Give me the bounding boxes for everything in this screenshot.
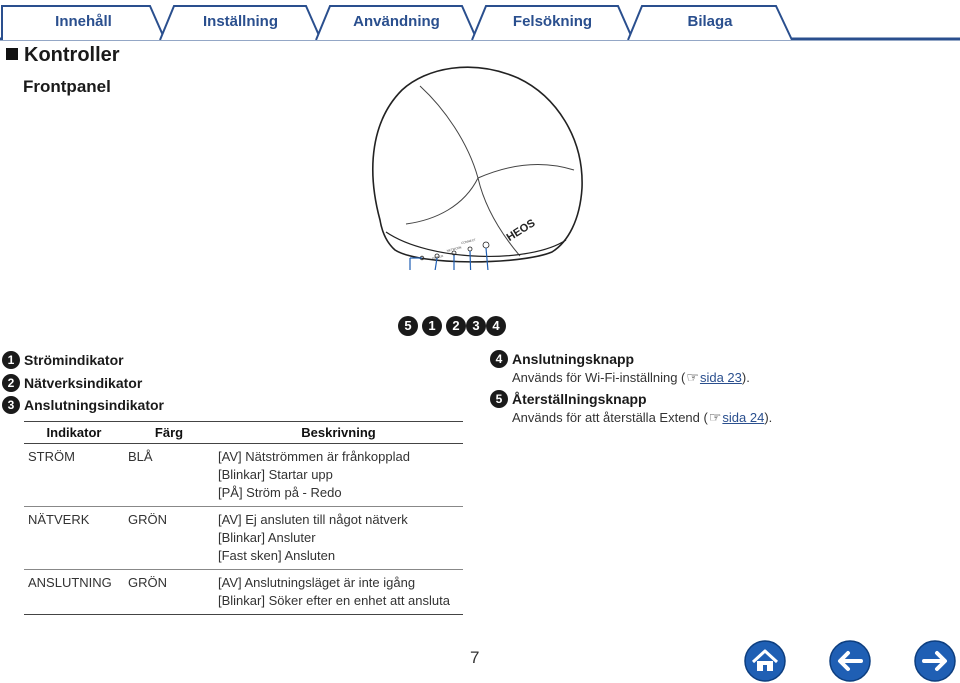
callout-5: 5 [398,316,418,336]
table-row [24,507,463,570]
bullet-square-icon [6,48,18,60]
desc-line: [AV] Nätströmmen är frånkopplad [218,449,410,464]
cell-indicator: NÄTVERK [24,507,124,570]
button-item-desc [490,369,940,389]
page-link[interactable]: sida 23 [699,370,742,385]
indicator-item [2,349,164,372]
cell-description [214,507,463,570]
item-number: 3 [2,396,20,414]
callout-4: 4 [486,316,506,336]
page-link[interactable]: sida 24 [722,410,765,425]
button-title: Anslutningsknapp [512,351,635,367]
header-beskrivning: Beskrivning [214,422,463,444]
tab-bilaga[interactable]: Bilaga [687,13,733,30]
cell-indicator: STRÖM [24,444,124,507]
callout-2: 2 [446,316,466,336]
tab-innehall[interactable]: Innehåll [55,13,112,30]
back-button[interactable] [829,640,871,682]
desc-line: [PÅ] Ström på - Redo [218,485,342,500]
cell-indicator: ANSLUTNING [24,570,124,615]
indicator-item [2,372,164,395]
cell-color: GRÖN [124,570,214,615]
button-item-title [490,349,940,369]
item-number: 1 [2,351,20,369]
forward-button[interactable] [914,640,956,682]
heos-logo: HEOS [504,217,538,244]
pointing-hand-icon: ☞ [686,369,699,385]
indicator-label: Strömindikator [24,352,124,369]
top-tab-bar [0,0,960,44]
desc-line: [AV] Anslutningsläget är inte igång [218,575,416,590]
cell-description [214,444,463,507]
indicator-label: Nätverksindikator [24,374,143,391]
tab-felsokning[interactable]: Felsökning [512,13,593,30]
device-illustration [360,60,600,275]
header-farg: Färg [124,422,214,444]
section-title [6,44,120,67]
cell-description [214,570,463,615]
network-led-label: NETWORK [446,245,463,253]
desc-line: [Fast sken] Ansluten [218,548,336,563]
section-title-text: Kontroller [24,44,120,66]
page-subtitle: Frontpanel [23,77,111,96]
cell-color: BLÅ [124,444,214,507]
button-item-title [490,389,940,409]
header-indikator: Indikator [24,422,124,444]
indicator-label: Anslutningsindikator [24,397,164,414]
button-descriptions [490,349,940,429]
button-title: Återställningsknapp [512,391,647,407]
tab-installning[interactable]: Inställning [203,13,278,30]
item-number: 4 [490,350,508,368]
callout-1: 1 [422,316,442,336]
connect-led-label: CONNECT [460,237,477,246]
tab-anvandning[interactable]: Användning [353,13,440,30]
desc-text: ). [741,370,750,385]
desc-text: Används för Wi-Fi-inställning ( [512,370,686,385]
table-row [24,444,463,507]
power-led-label: POWER [431,253,444,261]
home-button[interactable] [744,640,786,682]
desc-line: [Blinkar] Startar upp [218,467,333,482]
indicator-list [2,349,164,417]
item-number: 2 [2,374,20,392]
button-item-desc [490,409,940,429]
heos-extend-drawing [360,60,600,270]
desc-line: [AV] Ej ansluten till något nätverk [218,512,408,527]
cell-color: GRÖN [124,507,214,570]
page-number: 7 [470,648,480,667]
table-header-row [24,422,463,444]
callout-3: 3 [466,316,486,336]
table-row [24,570,463,615]
item-number: 5 [490,390,508,408]
pointing-hand-icon: ☞ [708,409,722,425]
desc-line: [Blinkar] Ansluter [218,530,316,545]
desc-text: Används för att återställa Extend ( [512,410,708,425]
indicator-table [24,421,463,615]
indicator-item [2,394,164,417]
desc-text: ). [764,410,773,425]
desc-line: [Blinkar] Söker efter en enhet att ansluta [218,593,450,608]
